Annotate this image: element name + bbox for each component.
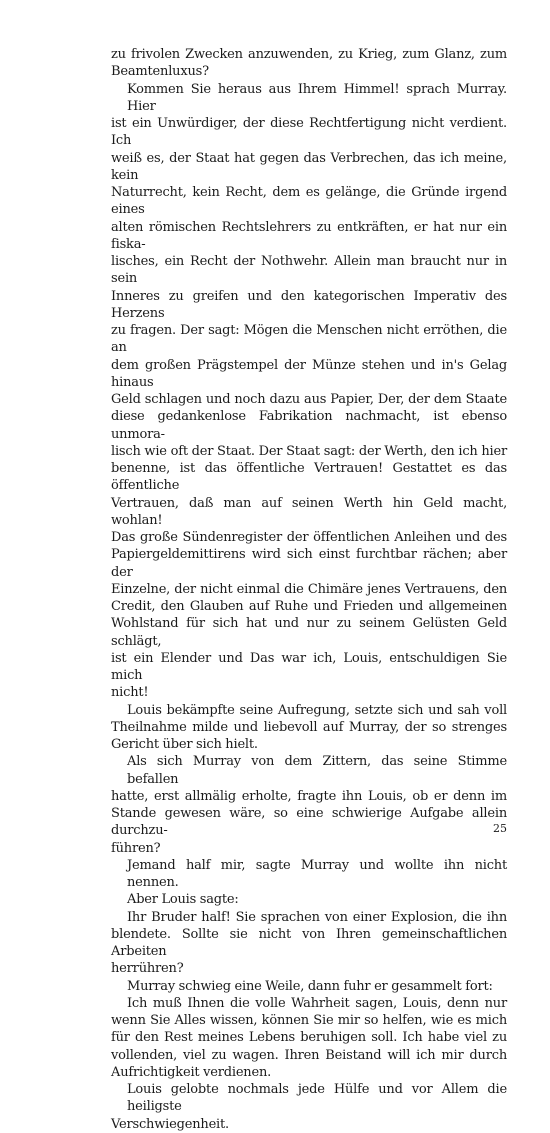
text-line: herrühren? bbox=[111, 961, 184, 977]
text-line: wenn Sie Alles wissen, können Sie mir so helfen, wie es mich bbox=[111, 1013, 507, 1028]
text-line: Verschwiegenheit. bbox=[111, 1116, 229, 1132]
text-line: zu fragen. Der sagt: Mögen die Menschen nicht erröthen, die an bbox=[111, 323, 507, 356]
text-line: Naturrecht, kein Recht, dem es gelänge, die Gründe irgend eines bbox=[111, 185, 507, 218]
text-line: weiß es, der Staat hat gegen das Verbrechen, das ich meine, kein bbox=[111, 150, 507, 183]
text-line: Louis bekämpfte seine Aufregung, setzte sich und sah voll bbox=[127, 702, 507, 718]
text-line: ist ein Unwürdiger, der diese Rechtfertigung nicht verdient. Ich bbox=[111, 116, 507, 149]
text-line: blendete. Sollte sie nicht von Ihren gemeinschaftlichen Arbeiten bbox=[111, 926, 507, 959]
text-line: Credit, den Glauben auf Ruhe und Frieden und allgemeinen bbox=[111, 599, 507, 614]
page-body bbox=[111, 46, 507, 1133]
text-line: lisch wie oft der Staat. Der Staat sagt: der Werth, den ich hier bbox=[111, 443, 507, 459]
text-line: Inneres zu greifen und den kategorischen Imperativ des Herzens bbox=[111, 288, 507, 321]
text-line: Kommen Sie heraus aus Ihrem Himmel! sprach Murray. Hier bbox=[127, 81, 507, 114]
text-line: vollenden, viel zu wagen. Ihren Beistand will ich mir durch bbox=[111, 1047, 507, 1063]
text-line: für den Rest meines Lebens beruhigen soll. Ich habe viel zu bbox=[111, 1030, 507, 1046]
text-line: Gericht über sich hielt. bbox=[111, 737, 258, 752]
text-line: Papiergeldemittirens wird sich einst furchtbar rächen; aber der bbox=[111, 547, 507, 580]
text-line: benenne, ist das öffentliche Vertrauen! Gestattet es das öffentliche bbox=[111, 461, 507, 494]
text-line: Jemand half mir, sagte Murray und wollte ihn nicht nennen. bbox=[127, 857, 507, 890]
text-line: führen? bbox=[111, 840, 161, 856]
text-line: lisches, ein Recht der Nothwehr. Allein man braucht nur in sein bbox=[111, 254, 507, 287]
text-line: alten römischen Rechtslehrers zu entkräften, er hat nur ein fiska- bbox=[111, 219, 507, 252]
text-line: dem großen Prägstempel der Münze stehen und in's Gelag hinaus bbox=[111, 357, 507, 390]
text-line: Aber Louis sagte: bbox=[127, 892, 239, 908]
text-line: Wohlstand für sich hat und nur zu seinem Gelüsten Geld schlägt, bbox=[111, 616, 507, 649]
text-line: Beamtenluxus? bbox=[111, 64, 209, 80]
text-line: Aufrichtigkeit verdienen. bbox=[111, 1064, 272, 1080]
text-line: hatte, erst allmälig erholte, fragte ihn Louis, ob er denn im bbox=[111, 788, 507, 804]
text-line: Murray schwieg eine Weile, dann fuhr er gesammelt fort: bbox=[127, 978, 493, 994]
text-line: Das große Sündenregister der öffentlichen Anleihen und des bbox=[111, 530, 507, 545]
text-line: zu frivolen Zwecken anzuwenden, zu Krieg, zum Glanz, zum bbox=[111, 47, 507, 62]
text-line: Ich muß Ihnen die volle Wahrheit sagen, Louis, denn nur bbox=[127, 995, 507, 1011]
text-line: Vertrauen, daß man auf seinen Werth hin Geld macht, wohlan! bbox=[111, 495, 507, 528]
text-line: Geld schlagen und noch dazu aus Papier, Der, der dem Staate bbox=[111, 392, 507, 407]
text-line: diese gedankenlose Fabrikation nachmacht, ist ebenso unmora- bbox=[111, 409, 507, 442]
page-number: 25 bbox=[493, 822, 507, 835]
text-line: Stande gewesen wäre, so eine schwierige Aufgabe allein durchzu- bbox=[111, 806, 507, 839]
text-line: Als sich Murray von dem Zittern, das seine Stimme befallen bbox=[127, 754, 507, 787]
body-text bbox=[111, 46, 507, 1133]
text-line: Theilnahme milde und liebevoll auf Murray, der so strenges bbox=[111, 719, 507, 735]
text-line: ist ein Elender und Das war ich, Louis, entschuldigen Sie mich bbox=[111, 650, 507, 683]
text-line: Louis gelobte nochmals jede Hülfe und vor Allem die heiligste bbox=[127, 1082, 507, 1115]
text-line: Einzelne, der nicht einmal die Chimäre jenes Vertrauens, den bbox=[111, 581, 507, 597]
text-line: Ihr Bruder half! Sie sprachen von einer Explosion, die ihn bbox=[127, 909, 507, 925]
text-line: nicht! bbox=[111, 685, 149, 701]
